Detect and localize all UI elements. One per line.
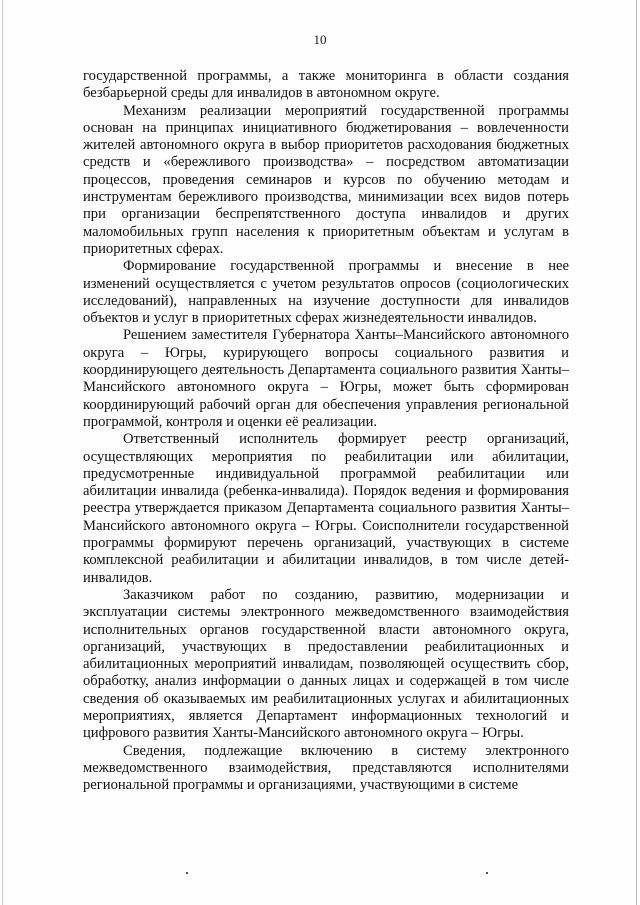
document-body: [83, 68, 569, 794]
paragraph-5: Ответственный исполнитель формирует реестр организаций, осуществляющих мероприятия по реабилитации или абилитации, предусмотренные индивидуальной программой реабилитации или абилитации инвалида (ребенка-инвалида). Порядок ведения и формирования реестра утверждается приказом Департамента социального развития Ханты–Мансийского автономного округа – Югры. Соисполнители государственной программы формируют перечень организаций, участвующих в системе комплексной реабилитации и абилитации инвалидов, в том числе детей-инвалидов.: [83, 431, 569, 586]
page-number: 10: [313, 32, 327, 47]
scan-speck: [486, 872, 488, 874]
paragraph-1: государственной программы, а также мониторинга в области создания безбарьерной среды для инвалидов в автономном округе.: [83, 68, 569, 102]
page-edge-left: [2, 0, 3, 905]
paragraph-2: Механизм реализации мероприятий государственной программы основан на принципах инициативного бюджетирования – вовлеченности жителей автономного округа в выбор приоритетов расходования бюджетных средств и «бережливого производства» – посредством автоматизации процессов, проведения семинаров и курсов по обучению методам и инструментам бережливого производства, минимизации всех видов потерь при организации беспрепятственного доступа инвалидов и других маломобильных групп населения к приоритетным объектам и услугам в приоритетных сферах.: [83, 102, 569, 257]
scan-speck: [186, 872, 188, 874]
page-edge-right: [636, 0, 637, 905]
paragraph-4: Решением заместителя Губернатора Ханты–Мансийского автономного округа – Югры, курирующего вопросы социального развития и координирующего деятельность Департамента социального развития Ханты–Мансийского автономного округа – Югры, может быть сформирован координирующий рабочий орган для обеспечения управления региональной программой, контроля и оценки её реализации.: [83, 327, 569, 430]
paragraph-6: Заказчиком работ по созданию, развитию, модернизации и эксплуатации системы электронного межведомственного взаимодействия исполнительных органов государственной власти автономного округа, организаций, участвующих в предоставлении реабилитационных и абилитационных мероприятий инвалидам, позволяющей осуществить сбор, обработку, анализ информации о данных лицах и содержащей в том числе сведения об оказываемых им реабилитационных услугах и абилитационных мероприятиях, является Департамент информационных технологий и цифрового развития Ханты-Мансийского автономного округа – Югры.: [83, 586, 569, 742]
paragraph-3: Формирование государственной программы и внесение в нее изменений осуществляется с учетом результатов опросов (социологических исследований), направленных на изучение доступности для инвалидов объектов и услуг в приоритетных сферах жизнедеятельности инвалидов.: [83, 258, 569, 327]
paragraph-7: Сведения, подлежащие включению в систему электронного межведомственного взаимодействия, представляются исполнителями региональной программы и организациями, участвующими в системе: [83, 742, 569, 794]
